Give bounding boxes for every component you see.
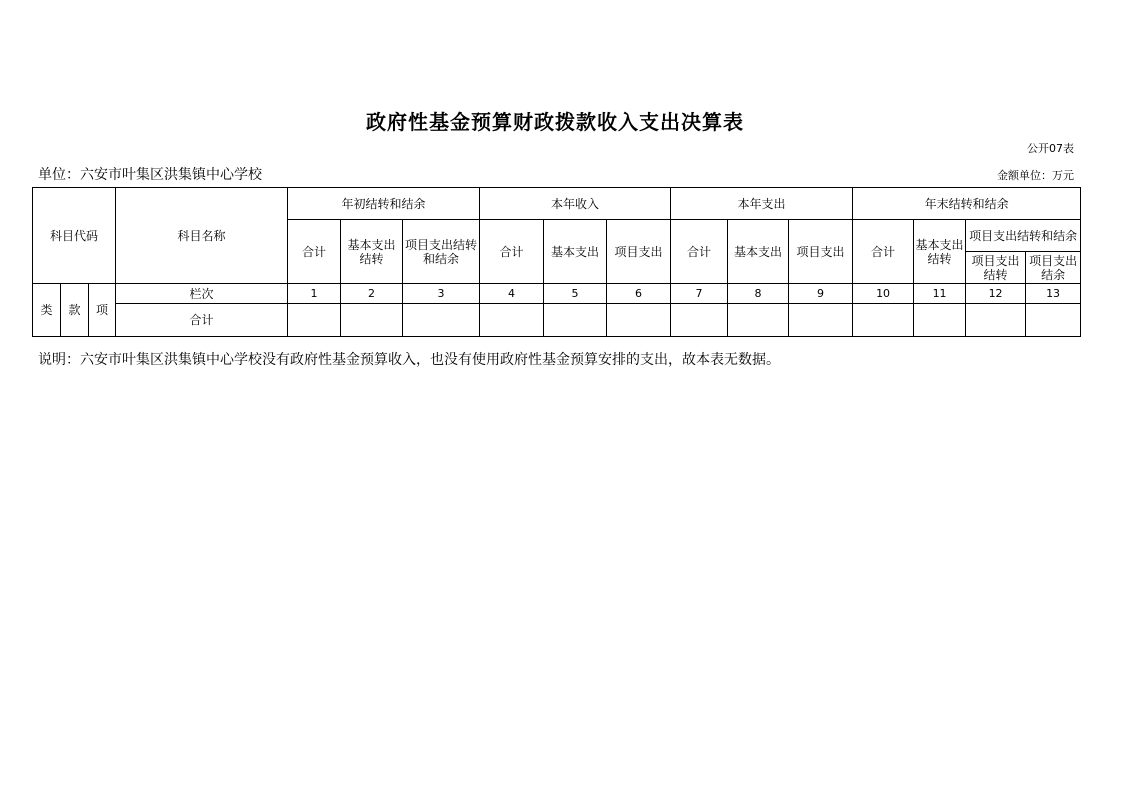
table-cell (914, 304, 966, 337)
column-number: 2 (341, 284, 403, 304)
column-number: 4 (480, 284, 544, 304)
table-cell (403, 304, 480, 337)
column-number: 5 (544, 284, 607, 304)
column-number: 10 (853, 284, 914, 304)
income-basic-header: 基本支出 (544, 220, 607, 284)
income-project-header: 项目支出 (607, 220, 671, 284)
column-number: 6 (607, 284, 671, 304)
unit-label: 单位：六安市叶集区洪集镇中心学校 (38, 167, 262, 183)
explanation-note: 说明：六安市叶集区洪集镇中心学校没有政府性基金预算收入，也没有使用政府性基金预算安排的支出，故本表无数据。 (38, 352, 780, 368)
expense-project-header: 项目支出 (789, 220, 853, 284)
end-balance-group-header: 年末结转和结余 (853, 188, 1081, 220)
begin-balance-group-header: 年初结转和结余 (288, 188, 480, 220)
column-number: 1 (288, 284, 341, 304)
table-cell (607, 304, 671, 337)
subject-name-header: 科目名称 (116, 188, 288, 284)
column-number: 12 (966, 284, 1026, 304)
table-cell (853, 304, 914, 337)
expense-basic-header: 基本支出 (728, 220, 789, 284)
xiang-header: 项 (89, 284, 116, 337)
end-project-carry-header: 项目支出结转 (966, 252, 1026, 284)
table-cell (341, 304, 403, 337)
table-cell (544, 304, 607, 337)
income-total-header: 合计 (480, 220, 544, 284)
money-unit-label: 金额单位：万元 (997, 169, 1074, 182)
end-project-group-header: 项目支出结转和结余 (966, 220, 1081, 252)
kuan-header: 款 (61, 284, 89, 337)
subject-code-header: 科目代码 (33, 188, 116, 284)
table-cell (966, 304, 1026, 337)
table-cell (728, 304, 789, 337)
fund-budget-table (32, 187, 1081, 337)
end-project-surplus-header: 项目支出结余 (1026, 252, 1081, 284)
column-number: 11 (914, 284, 966, 304)
table-cell (671, 304, 728, 337)
column-number: 3 (403, 284, 480, 304)
column-number: 9 (789, 284, 853, 304)
end-basic-carry-header: 基本支出结转 (914, 220, 966, 284)
form-number: 公开07表 (1027, 142, 1074, 155)
table-cell (789, 304, 853, 337)
begin-total-header: 合计 (288, 220, 341, 284)
table-cell (480, 304, 544, 337)
income-group-header: 本年收入 (480, 188, 671, 220)
end-total-header: 合计 (853, 220, 914, 284)
table-cell (1026, 304, 1081, 337)
column-number: 8 (728, 284, 789, 304)
lei-header: 类 (33, 284, 61, 337)
total-row-label: 合计 (116, 304, 288, 337)
begin-basic-carry-header: 基本支出结转 (341, 220, 403, 284)
table-cell (288, 304, 341, 337)
column-number: 13 (1026, 284, 1081, 304)
column-order-label: 栏次 (116, 284, 288, 304)
expense-total-header: 合计 (671, 220, 728, 284)
begin-project-carry-header: 项目支出结转和结余 (403, 220, 480, 284)
page-title: 政府性基金预算财政拨款收入支出决算表 (366, 110, 744, 134)
expense-group-header: 本年支出 (671, 188, 853, 220)
column-number: 7 (671, 284, 728, 304)
